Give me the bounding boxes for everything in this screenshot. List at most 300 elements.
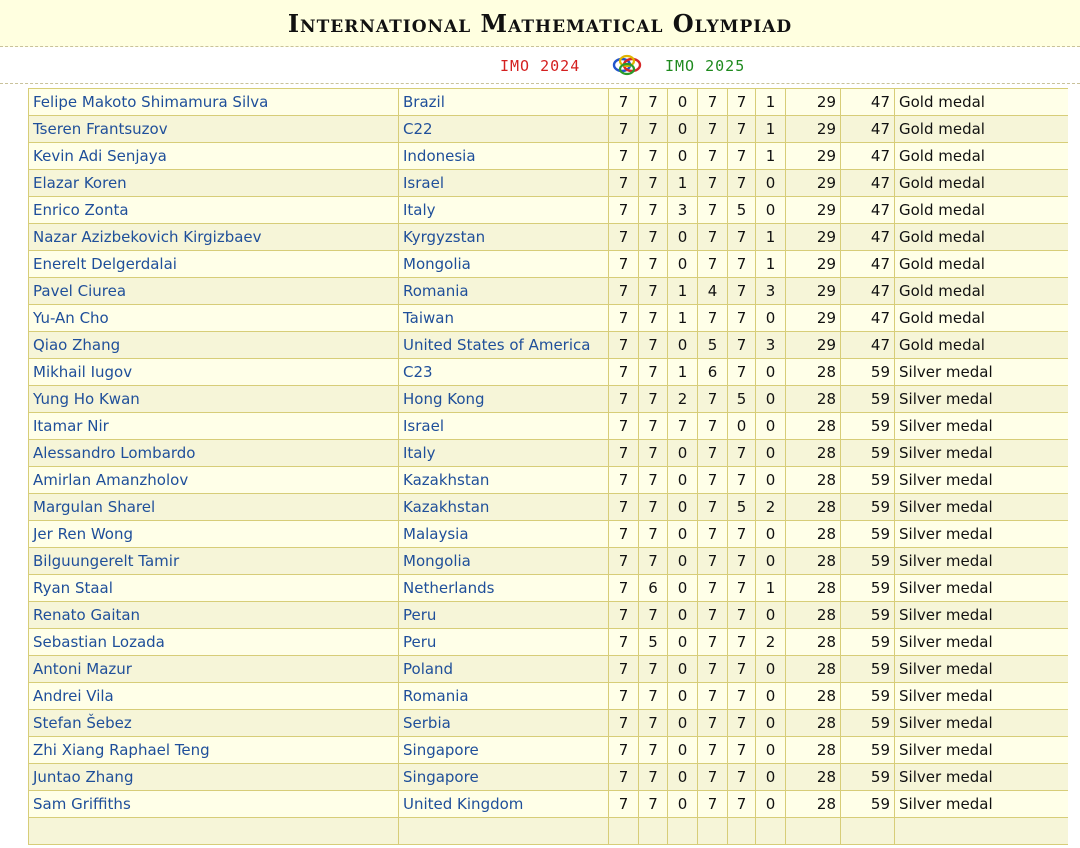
country-name[interactable]: Singapore	[399, 737, 609, 764]
country-name[interactable]: United States of America	[399, 332, 609, 359]
score-p2: 6	[639, 575, 668, 602]
table-row	[29, 89, 1069, 116]
score-p6: 1	[756, 116, 786, 143]
score-p4: 7	[698, 305, 728, 332]
total-score: 28	[786, 575, 841, 602]
score-p2: 7	[639, 737, 668, 764]
rank: 59	[841, 602, 895, 629]
country-name[interactable]: Poland	[399, 656, 609, 683]
total-score: 28	[786, 764, 841, 791]
score-p1: 7	[609, 89, 639, 116]
contestant-name[interactable]: Nazar Azizbekovich Kirgizbaev	[29, 224, 399, 251]
score-p5: 7	[728, 224, 756, 251]
score-p1: 7	[609, 440, 639, 467]
rank: 47	[841, 143, 895, 170]
score-p6: 0	[756, 548, 786, 575]
table-row	[29, 575, 1069, 602]
score-p6: 0	[756, 764, 786, 791]
score-p5: 5	[728, 386, 756, 413]
table-row	[29, 170, 1069, 197]
next-year-link[interactable]: IMO 2025	[665, 57, 746, 75]
score-p1: 7	[609, 575, 639, 602]
rank: 59	[841, 710, 895, 737]
score-p3	[668, 818, 698, 845]
score-p3: 1	[668, 170, 698, 197]
contestant-name[interactable]: Mikhail Iugov	[29, 359, 399, 386]
rank: 47	[841, 305, 895, 332]
score-p1: 7	[609, 359, 639, 386]
award	[895, 818, 1069, 845]
rank: 47	[841, 278, 895, 305]
award: Silver medal	[895, 683, 1069, 710]
score-p5: 7	[728, 764, 756, 791]
score-p2: 7	[639, 224, 668, 251]
score-p1: 7	[609, 629, 639, 656]
total-score: 28	[786, 386, 841, 413]
contestant-name[interactable]: Pavel Ciurea	[29, 278, 399, 305]
score-p2: 7	[639, 197, 668, 224]
contestant-name[interactable]: Yu-An Cho	[29, 305, 399, 332]
total-score: 28	[786, 710, 841, 737]
table-row	[29, 710, 1069, 737]
total-score: 29	[786, 197, 841, 224]
prev-year-link[interactable]: IMO 2024	[500, 57, 581, 75]
country-name[interactable]: C23	[399, 359, 609, 386]
contestant-name[interactable]: Itamar Nir	[29, 413, 399, 440]
total-score: 28	[786, 791, 841, 818]
score-p3: 0	[668, 89, 698, 116]
score-p3: 0	[668, 656, 698, 683]
award: Gold medal	[895, 251, 1069, 278]
table-row	[29, 818, 1069, 845]
award: Gold medal	[895, 116, 1069, 143]
score-p2: 7	[639, 359, 668, 386]
total-score: 28	[786, 467, 841, 494]
score-p5: 7	[728, 467, 756, 494]
results-table-container[interactable]	[28, 88, 1068, 848]
contestant-name[interactable]: Renato Gaitan	[29, 602, 399, 629]
total-score: 28	[786, 494, 841, 521]
table-row	[29, 197, 1069, 224]
score-p2: 7	[639, 278, 668, 305]
score-p4: 7	[698, 575, 728, 602]
award: Gold medal	[895, 305, 1069, 332]
rank: 59	[841, 764, 895, 791]
award: Silver medal	[895, 413, 1069, 440]
score-p2: 7	[639, 494, 668, 521]
score-p6: 0	[756, 359, 786, 386]
score-p3: 0	[668, 764, 698, 791]
score-p3: 0	[668, 116, 698, 143]
score-p5: 7	[728, 251, 756, 278]
country-name[interactable]: Brazil	[399, 89, 609, 116]
score-p6: 0	[756, 791, 786, 818]
score-p6: 0	[756, 197, 786, 224]
rank	[841, 818, 895, 845]
table-row	[29, 305, 1069, 332]
score-p2: 7	[639, 170, 668, 197]
table-row	[29, 116, 1069, 143]
score-p2: 5	[639, 629, 668, 656]
score-p4: 6	[698, 359, 728, 386]
award: Silver medal	[895, 386, 1069, 413]
score-p6: 0	[756, 413, 786, 440]
award: Gold medal	[895, 332, 1069, 359]
country-name[interactable]: Taiwan	[399, 305, 609, 332]
score-p3: 1	[668, 278, 698, 305]
score-p4: 7	[698, 710, 728, 737]
country-name[interactable]: Kazakhstan	[399, 494, 609, 521]
score-p6: 0	[756, 440, 786, 467]
rank: 47	[841, 89, 895, 116]
contestant-name[interactable]: Enerelt Delgerdalai	[29, 251, 399, 278]
contestant-name[interactable]: Alessandro Lombardo	[29, 440, 399, 467]
contestant-name[interactable]: Ryan Staal	[29, 575, 399, 602]
country-name[interactable]: Hong Kong	[399, 386, 609, 413]
award: Silver medal	[895, 656, 1069, 683]
table-row	[29, 602, 1069, 629]
country-name[interactable]: Indonesia	[399, 143, 609, 170]
country-name[interactable]: Kazakhstan	[399, 467, 609, 494]
rank: 59	[841, 548, 895, 575]
table-row	[29, 548, 1069, 575]
table-row	[29, 278, 1069, 305]
score-p3: 1	[668, 359, 698, 386]
score-p5: 7	[728, 548, 756, 575]
score-p6: 0	[756, 710, 786, 737]
score-p2: 7	[639, 413, 668, 440]
score-p4: 7	[698, 683, 728, 710]
score-p4: 7	[698, 224, 728, 251]
country-name[interactable]: Mongolia	[399, 251, 609, 278]
total-score: 29	[786, 224, 841, 251]
score-p4: 7	[698, 791, 728, 818]
country-name[interactable]: Peru	[399, 629, 609, 656]
score-p2: 7	[639, 386, 668, 413]
total-score: 28	[786, 413, 841, 440]
score-p4: 7	[698, 170, 728, 197]
contestant-name[interactable]: Sebastian Lozada	[29, 629, 399, 656]
rank: 59	[841, 467, 895, 494]
score-p6: 2	[756, 629, 786, 656]
contestant-name[interactable]: Kevin Adi Senjaya	[29, 143, 399, 170]
score-p3: 0	[668, 710, 698, 737]
score-p2: 7	[639, 548, 668, 575]
contestant-name[interactable]: Tseren Frantsuzov	[29, 116, 399, 143]
score-p1: 7	[609, 305, 639, 332]
rank: 47	[841, 197, 895, 224]
score-p6	[756, 818, 786, 845]
contestant-name[interactable]: Margulan Sharel	[29, 494, 399, 521]
score-p4: 7	[698, 764, 728, 791]
rank: 59	[841, 386, 895, 413]
score-p5: 7	[728, 629, 756, 656]
total-score: 29	[786, 143, 841, 170]
site-title: International Mathematical Olympiad	[287, 9, 793, 38]
score-p5: 7	[728, 656, 756, 683]
score-p6: 0	[756, 737, 786, 764]
site-header	[0, 0, 1080, 47]
contestant-name[interactable]: Yung Ho Kwan	[29, 386, 399, 413]
score-p1	[609, 818, 639, 845]
score-p6: 0	[756, 386, 786, 413]
country-name[interactable]: Malaysia	[399, 521, 609, 548]
contestant-name[interactable]	[29, 818, 399, 845]
score-p6: 1	[756, 224, 786, 251]
score-p3: 0	[668, 143, 698, 170]
country-name[interactable]: Netherlands	[399, 575, 609, 602]
table-row	[29, 359, 1069, 386]
score-p3: 0	[668, 494, 698, 521]
score-p2: 7	[639, 332, 668, 359]
score-p1: 7	[609, 413, 639, 440]
score-p2: 7	[639, 791, 668, 818]
award: Gold medal	[895, 170, 1069, 197]
score-p3: 0	[668, 791, 698, 818]
contestant-name[interactable]: Qiao Zhang	[29, 332, 399, 359]
total-score: 28	[786, 359, 841, 386]
score-p3: 1	[668, 305, 698, 332]
score-p3: 0	[668, 251, 698, 278]
rank: 59	[841, 737, 895, 764]
total-score: 29	[786, 278, 841, 305]
score-p4: 7	[698, 89, 728, 116]
country-name[interactable]: Israel	[399, 413, 609, 440]
table-row	[29, 413, 1069, 440]
score-p3: 0	[668, 575, 698, 602]
score-p6: 0	[756, 656, 786, 683]
contestant-name[interactable]: Stefan Šebez	[29, 710, 399, 737]
rank: 59	[841, 494, 895, 521]
score-p4	[698, 818, 728, 845]
rank: 47	[841, 332, 895, 359]
table-row	[29, 521, 1069, 548]
table-row	[29, 764, 1069, 791]
score-p4: 7	[698, 251, 728, 278]
score-p6: 0	[756, 521, 786, 548]
country-name[interactable]: United Kingdom	[399, 791, 609, 818]
score-p2: 7	[639, 602, 668, 629]
table-row	[29, 143, 1069, 170]
table-row	[29, 494, 1069, 521]
award: Silver medal	[895, 737, 1069, 764]
score-p2: 7	[639, 89, 668, 116]
contestant-name[interactable]: Bilguungerelt Tamir	[29, 548, 399, 575]
score-p5: 0	[728, 413, 756, 440]
score-p4: 7	[698, 656, 728, 683]
score-p3: 3	[668, 197, 698, 224]
total-score: 29	[786, 251, 841, 278]
score-p5: 7	[728, 440, 756, 467]
score-p1: 7	[609, 737, 639, 764]
rank: 59	[841, 521, 895, 548]
score-p3: 0	[668, 440, 698, 467]
score-p4: 7	[698, 548, 728, 575]
award: Silver medal	[895, 791, 1069, 818]
award: Silver medal	[895, 440, 1069, 467]
score-p1: 7	[609, 683, 639, 710]
country-name[interactable]: Serbia	[399, 710, 609, 737]
contestant-name[interactable]: Antoni Mazur	[29, 656, 399, 683]
score-p6: 0	[756, 683, 786, 710]
score-p6: 0	[756, 467, 786, 494]
table-row	[29, 224, 1069, 251]
score-p5: 7	[728, 521, 756, 548]
score-p5: 7	[728, 602, 756, 629]
contestant-name[interactable]: Jer Ren Wong	[29, 521, 399, 548]
score-p2: 7	[639, 251, 668, 278]
total-score: 28	[786, 602, 841, 629]
rank: 59	[841, 440, 895, 467]
score-p1: 7	[609, 386, 639, 413]
score-p6: 0	[756, 602, 786, 629]
score-p1: 7	[609, 467, 639, 494]
contestant-name[interactable]: Amirlan Amanzholov	[29, 467, 399, 494]
score-p5: 7	[728, 710, 756, 737]
contestant-name[interactable]: Elazar Koren	[29, 170, 399, 197]
table-row	[29, 251, 1069, 278]
country-name[interactable]: Romania	[399, 278, 609, 305]
score-p4: 5	[698, 332, 728, 359]
score-p2: 7	[639, 467, 668, 494]
score-p6: 1	[756, 251, 786, 278]
country-name[interactable]: Israel	[399, 170, 609, 197]
table-row	[29, 683, 1069, 710]
score-p3: 0	[668, 548, 698, 575]
score-p5: 7	[728, 359, 756, 386]
score-p4: 7	[698, 521, 728, 548]
score-p1: 7	[609, 170, 639, 197]
award: Gold medal	[895, 89, 1069, 116]
contestant-name[interactable]: Felipe Makoto Shimamura Silva	[29, 89, 399, 116]
score-p5: 7	[728, 791, 756, 818]
table-row	[29, 440, 1069, 467]
country-name[interactable]: C22	[399, 116, 609, 143]
contestant-name[interactable]: Zhi Xiang Raphael Teng	[29, 737, 399, 764]
country-name[interactable]: Italy	[399, 440, 609, 467]
score-p5: 7	[728, 143, 756, 170]
award: Silver medal	[895, 764, 1069, 791]
results-table	[28, 88, 1068, 845]
total-score: 29	[786, 305, 841, 332]
score-p6: 1	[756, 575, 786, 602]
score-p5: 7	[728, 737, 756, 764]
total-score: 28	[786, 737, 841, 764]
score-p6: 0	[756, 170, 786, 197]
table-row	[29, 467, 1069, 494]
score-p2: 7	[639, 116, 668, 143]
total-score: 29	[786, 170, 841, 197]
award: Silver medal	[895, 575, 1069, 602]
score-p3: 0	[668, 629, 698, 656]
score-p6: 1	[756, 89, 786, 116]
contestant-name[interactable]: Enrico Zonta	[29, 197, 399, 224]
score-p1: 7	[609, 764, 639, 791]
score-p2: 7	[639, 683, 668, 710]
rank: 47	[841, 170, 895, 197]
score-p1: 7	[609, 251, 639, 278]
score-p6: 0	[756, 305, 786, 332]
table-row	[29, 737, 1069, 764]
score-p5	[728, 818, 756, 845]
score-p5: 7	[728, 278, 756, 305]
contestant-name[interactable]: Sam Griffiths	[29, 791, 399, 818]
score-p1: 7	[609, 197, 639, 224]
table-row	[29, 386, 1069, 413]
rank: 59	[841, 575, 895, 602]
rank: 47	[841, 224, 895, 251]
country-name[interactable]: Peru	[399, 602, 609, 629]
score-p4: 7	[698, 386, 728, 413]
score-p6: 2	[756, 494, 786, 521]
score-p5: 5	[728, 494, 756, 521]
country-name[interactable]: Kyrgyzstan	[399, 224, 609, 251]
contestant-name[interactable]: Andrei Vila	[29, 683, 399, 710]
score-p1: 7	[609, 116, 639, 143]
score-p4: 7	[698, 143, 728, 170]
country-name[interactable]: Romania	[399, 683, 609, 710]
score-p1: 7	[609, 278, 639, 305]
score-p1: 7	[609, 332, 639, 359]
award: Gold medal	[895, 197, 1069, 224]
score-p5: 7	[728, 116, 756, 143]
rank: 59	[841, 683, 895, 710]
score-p3: 0	[668, 467, 698, 494]
country-name[interactable]: Singapore	[399, 764, 609, 791]
score-p5: 7	[728, 683, 756, 710]
rank: 47	[841, 251, 895, 278]
award: Silver medal	[895, 629, 1069, 656]
total-score: 29	[786, 89, 841, 116]
rank: 59	[841, 791, 895, 818]
country-name[interactable]: Mongolia	[399, 548, 609, 575]
score-p4: 7	[698, 737, 728, 764]
table-row	[29, 332, 1069, 359]
rank: 59	[841, 413, 895, 440]
score-p1: 7	[609, 521, 639, 548]
score-p4: 7	[698, 197, 728, 224]
total-score: 28	[786, 629, 841, 656]
score-p4: 7	[698, 494, 728, 521]
score-p3: 0	[668, 224, 698, 251]
score-p4: 7	[698, 629, 728, 656]
contestant-name[interactable]: Juntao Zhang	[29, 764, 399, 791]
score-p1: 7	[609, 791, 639, 818]
award: Silver medal	[895, 467, 1069, 494]
imo-rings-logo-icon[interactable]	[610, 53, 644, 77]
total-score: 28	[786, 440, 841, 467]
score-p4: 7	[698, 440, 728, 467]
country-name[interactable]: Italy	[399, 197, 609, 224]
score-p2: 7	[639, 656, 668, 683]
score-p5: 5	[728, 197, 756, 224]
score-p1: 7	[609, 602, 639, 629]
table-row	[29, 791, 1069, 818]
score-p5: 7	[728, 305, 756, 332]
score-p1: 7	[609, 224, 639, 251]
rank: 59	[841, 629, 895, 656]
rank: 59	[841, 656, 895, 683]
score-p2: 7	[639, 440, 668, 467]
award: Silver medal	[895, 359, 1069, 386]
score-p5: 7	[728, 170, 756, 197]
rank: 47	[841, 116, 895, 143]
country-name[interactable]	[399, 818, 609, 845]
score-p4: 7	[698, 413, 728, 440]
award: Gold medal	[895, 224, 1069, 251]
score-p3: 0	[668, 521, 698, 548]
award: Silver medal	[895, 602, 1069, 629]
